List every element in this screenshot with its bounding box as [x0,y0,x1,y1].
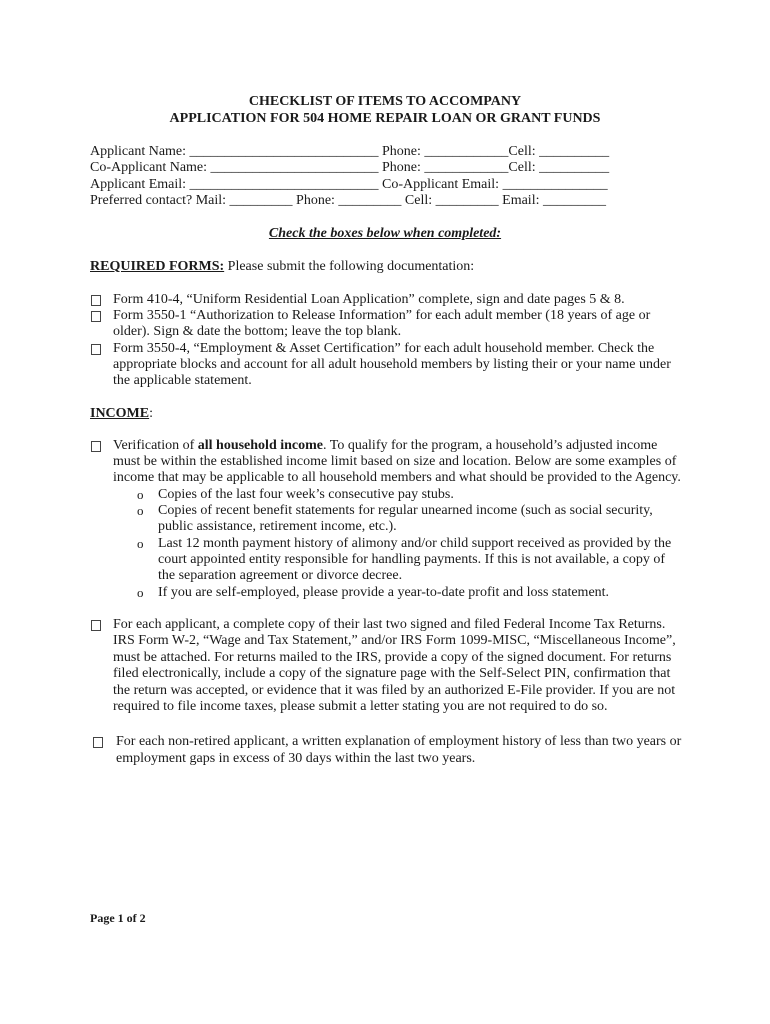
income-verification-checkbox[interactable] [91,441,101,452]
form-3550-4-text-line-3: the applicable statement. [113,373,252,388]
form-3550-1-text-line-2: older). Sign & date the bottom; leave the top blank. [113,324,402,339]
employment-history-line-1: For each non-retired applicant, a written explanation of employment history of less than two years or [116,734,682,749]
form-3550-4-text-line-1: Form 3550-4, “Employment & Asset Certification” for each adult household member. Check the [113,341,655,356]
form-3550-1-checkbox[interactable] [91,311,101,322]
self-employed-item: If you are self-employed, please provide a year-to-date profit and loss statement. [158,585,610,600]
income-verification-pre: Verification of [113,438,198,453]
sub-bullet-2: o [137,503,144,518]
benefit-statements-line-1: Copies of recent benefit statements for regular unearned income (such as social security, [158,503,653,518]
sub-bullet-1: o [137,487,144,502]
tax-returns-line-5: the return was accepted, or evidence that it was filed by an authorized E-File provider. If you are not [113,683,676,698]
form-3550-4-text-line-2: appropriate blocks and account for all adult household members by listing their or your name under [113,357,671,372]
tax-returns-line-4: filed electronically, include a copy of the signature page with the Self-Select PIN, confirmation that [113,666,671,681]
tax-returns-line-3: must be attached. For returns mailed to the IRS, provide a copy of the signed document. For returns [113,650,672,665]
sub-bullet-3: o [137,536,144,551]
income-verification-line-1 [113,438,657,454]
income-heading [90,406,153,422]
applicant-info-line-4: Preferred contact? Mail: _________ Phone: _________ Cell: _________ Email: _________ [90,193,606,208]
income-colon: : [149,406,154,421]
benefit-statements-line-2: public assistance, retirement income, etc.). [158,519,397,534]
alimony-history-line-1: Last 12 month payment history of alimony and/or child support received as provided by the [158,536,672,551]
income-verification-post: . To qualify for the program, a household’s adjusted income [323,438,658,453]
required-forms-intro: Please submit the following documentation: [224,259,475,274]
form-410-4-text: Form 410-4, “Uniform Residential Loan Application” complete, sign and date pages 5 & 8. [113,292,625,307]
pay-stubs-item: Copies of the last four week’s consecutive pay stubs. [158,487,454,502]
form-3550-1-text-line-1: Form 3550-1 “Authorization to Release Information” for each adult member (18 years of age or [113,308,651,323]
form-3550-4-checkbox[interactable] [91,344,101,355]
income-verification-line-2: must be within the established income limit based on size and location. Below are some examples of [113,454,677,469]
applicant-info-line-1: Applicant Name: ___________________________ Phone: ____________Cell: __________ [90,144,610,159]
sub-bullet-4: o [137,585,144,600]
employment-history-line-2: employment gaps in excess of 30 days within the last two years. [116,751,476,766]
income-label: INCOME [90,406,150,421]
form-410-4-checkbox[interactable] [91,295,101,306]
page-title-line-2: APPLICATION FOR 504 HOME REPAIR LOAN OR GRANT FUNDS [169,111,601,126]
required-forms-heading [90,259,474,275]
income-verification-line-3: income that may be applicable to all household members and what should be provided to the Agency. [113,470,681,485]
income-verification-bold: all household income [197,438,323,453]
applicant-info-line-2: Co-Applicant Name: ________________________ Phone: ____________Cell: __________ [90,160,610,175]
alimony-history-line-3: the separation agreement or divorce decree. [158,568,403,583]
check-boxes-instruction: Check the boxes below when completed: [268,226,502,241]
employment-history-checkbox[interactable] [93,737,103,748]
required-forms-label: REQUIRED FORMS: [90,259,225,274]
tax-returns-line-1: For each applicant, a complete copy of their last two signed and filed Federal Income Tax Returns. [113,617,666,632]
page-title-line-1: CHECKLIST OF ITEMS TO ACCOMPANY [248,94,522,109]
applicant-info-line-3: Applicant Email: ___________________________ Co-Applicant Email: _______________ [90,177,608,192]
tax-returns-checkbox[interactable] [91,620,101,631]
tax-returns-line-6: required to file income taxes, please submit a letter stating you are not required to do so. [113,699,608,714]
alimony-history-line-2: court appointed entity responsible for handling payments. If this is not available, a copy of [158,552,665,567]
tax-returns-line-2: IRS Form W-2, “Wage and Tax Statement,” and/or IRS Form 1099-MISC, “Miscellaneous Income”, [113,633,676,648]
page-number: Page 1 of 2 [90,911,146,925]
